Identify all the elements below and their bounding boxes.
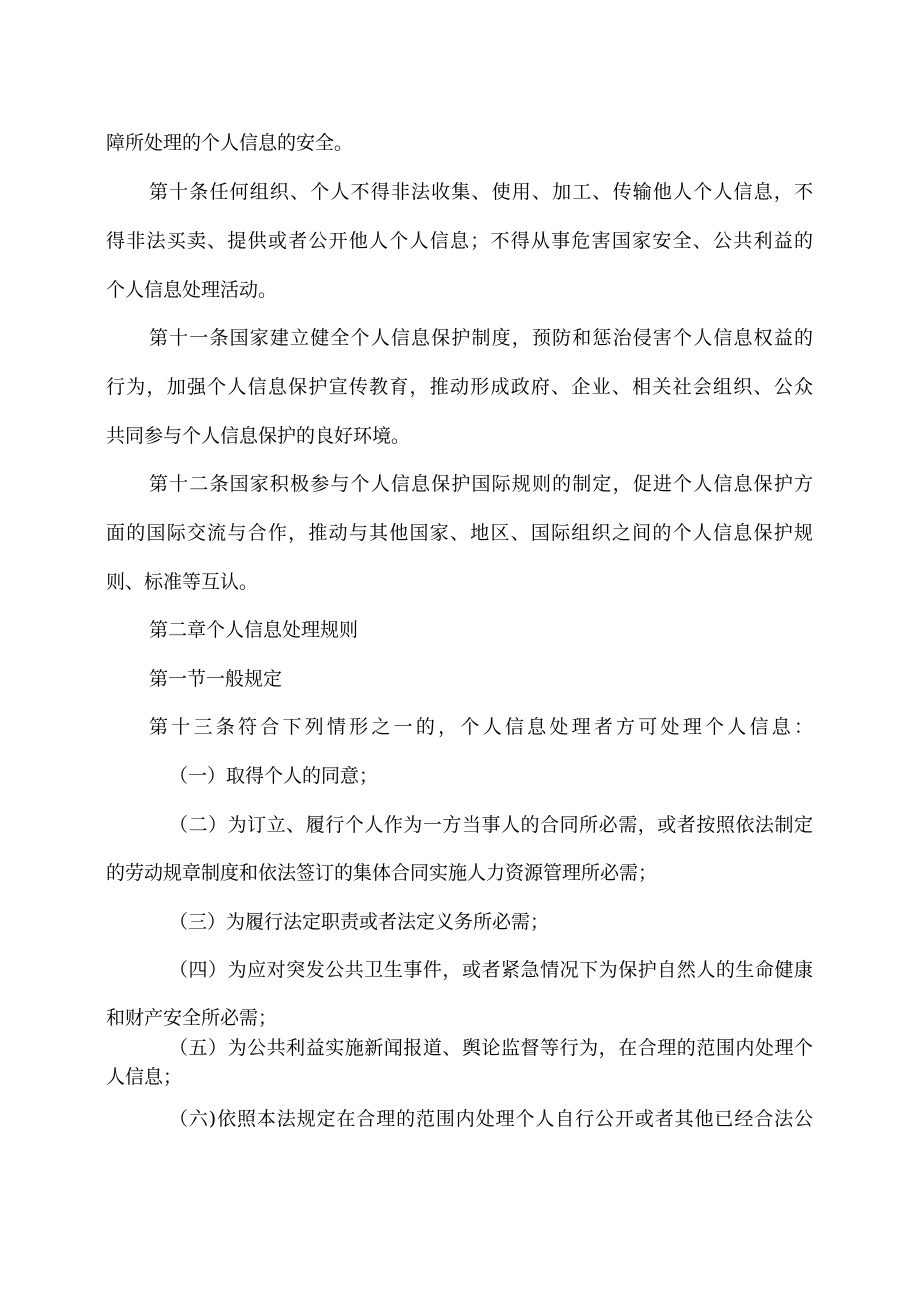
article-12-line-2: 面的国际交流与合作，推动与其他国家、地区、国际组织之间的个人信息保护规 bbox=[106, 522, 813, 544]
article-10-line-3: 个人信息处理活动。 bbox=[106, 279, 278, 301]
item-2-line-2: 的劳动规章制度和依法签订的集体合同实施人力资源管理所必需； bbox=[106, 862, 658, 884]
chapter-heading: 第二章个人信息处理规则 bbox=[149, 619, 359, 641]
item-4-line-2: 和财产安全所必需； bbox=[106, 1007, 278, 1029]
item-2-line-1: （二）为订立、履行个人作为一方当事人的合同所必需，或者按照依法制定 bbox=[169, 814, 813, 836]
section-heading: 第一节一般规定 bbox=[149, 668, 283, 690]
item-4-line-1: （四）为应对突发公共卫生事件，或者紧急情况下为保护自然人的生命健康 bbox=[169, 959, 813, 981]
article-11-line-1: 第十一条国家建立健全个人信息保护制度，预防和惩治侵害个人信息权益的 bbox=[149, 327, 813, 349]
item-5-line-1: （五）为公共利益实施新闻报道、舆论监督等行为，在合理的范围内处理个 bbox=[169, 1037, 813, 1059]
item-1: （一）取得个人的同意； bbox=[169, 765, 379, 787]
item-6-line-1: （六)依照本法规定在合理的范围内处理个人自行公开或者其他已经合法公 bbox=[169, 1108, 813, 1130]
article-13-line-1: 第十三条符合下列情形之一的，个人信息处理者方可处理个人信息： bbox=[149, 716, 813, 738]
item-3: （三）为履行法定职责或者法定义务所必需； bbox=[169, 911, 550, 933]
article-11-line-3: 共同参与个人信息保护的良好环境。 bbox=[106, 425, 411, 447]
article-12-line-3: 则、标准等互认。 bbox=[106, 571, 259, 593]
article-10-line-2: 得非法买卖、提供或者公开他人个人信息；不得从事危害国家安全、公共利益的 bbox=[106, 230, 813, 252]
text-line: 障所处理的个人信息的安全。 bbox=[106, 132, 354, 154]
item-5-line-2: 人信息； bbox=[106, 1066, 183, 1088]
article-10-line-1: 第十条任何组织、个人不得非法收集、使用、加工、传输他人个人信息，不 bbox=[149, 181, 813, 203]
article-12-line-1: 第十二条国家积极参与个人信息保护国际规则的制定，促进个人信息保护方 bbox=[149, 473, 813, 495]
article-11-line-2: 行为，加强个人信息保护宣传教育，推动形成政府、企业、相关社会组织、公众 bbox=[106, 376, 813, 398]
